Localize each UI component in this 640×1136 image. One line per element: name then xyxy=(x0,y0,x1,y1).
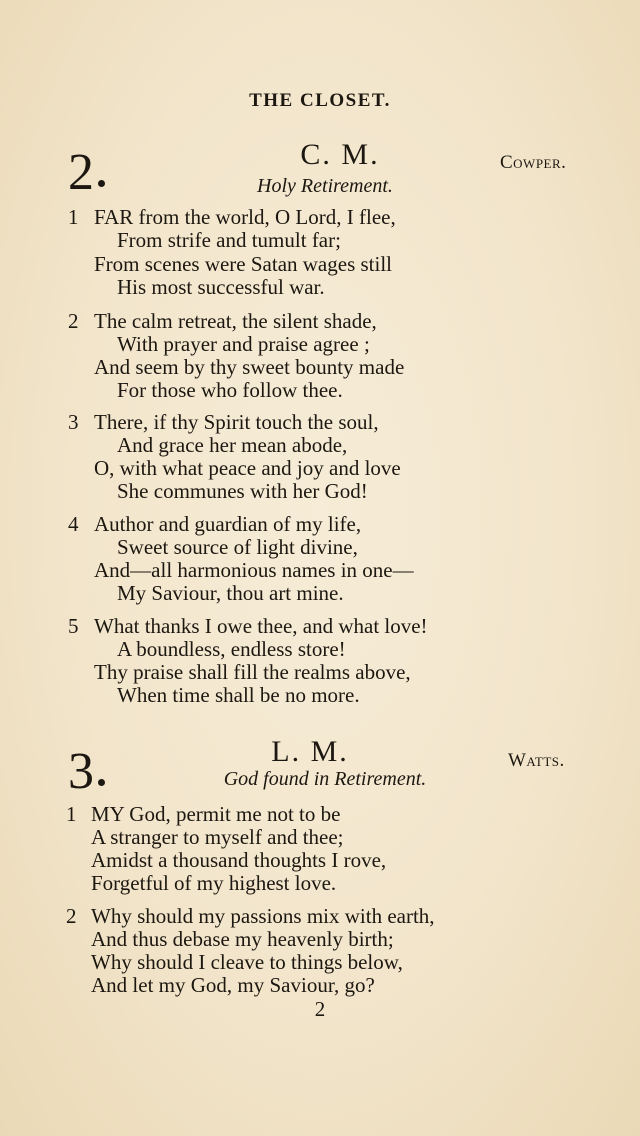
verse-line: From scenes were Satan wages still xyxy=(94,252,393,276)
verse-line: Forgetful of my highest love. xyxy=(91,871,337,895)
verse-number: 1 xyxy=(66,802,77,826)
verse-line: A stranger to myself and thee; xyxy=(91,825,344,849)
hymn-number: 2 xyxy=(68,147,105,199)
verse-line: The calm retreat, the silent shade, xyxy=(94,309,377,333)
page-number: 2 xyxy=(314,997,326,1021)
verse-line: His most successful war. xyxy=(117,275,325,299)
verse-line: O, with what peace and joy and love xyxy=(94,456,401,480)
verse-line: My Saviour, thou art mine. xyxy=(117,581,344,605)
verse-line: She communes with her God! xyxy=(117,479,368,503)
verse-line: And seem by thy sweet bounty made xyxy=(94,355,405,379)
verse-line: A boundless, endless store! xyxy=(117,637,346,661)
verse-line: And grace her mean abode, xyxy=(117,433,348,457)
verse-number: 3 xyxy=(68,410,79,434)
verse-number: 2 xyxy=(68,309,79,333)
verse-line: Amidst a thousand thoughts I rove, xyxy=(91,848,387,872)
verse-line: And—all harmonious names in one— xyxy=(94,558,414,582)
verse-number: 1 xyxy=(68,205,79,229)
running-head: THE CLOSET. xyxy=(249,90,391,111)
verse-number: 5 xyxy=(68,614,79,638)
verse-line: What thanks I owe thee, and what love! xyxy=(94,614,428,638)
verse-line: And let my God, my Saviour, go? xyxy=(91,973,375,997)
hymn-meter: L. M. xyxy=(271,735,349,768)
verse-line: From strife and tumult far; xyxy=(117,228,341,252)
verse-line: There, if thy Spirit touch the soul, xyxy=(94,410,379,434)
verse-line: For those who follow thee. xyxy=(117,378,343,402)
verse-number: 2 xyxy=(66,904,77,928)
hymn-meter: C. M. xyxy=(300,138,380,171)
verse-number: 4 xyxy=(68,512,79,536)
hymn-number: 3 xyxy=(68,746,105,798)
hymn-subtitle: Holy Retirement. xyxy=(257,175,393,197)
verse-line: Thy praise shall fill the realms above, xyxy=(94,660,411,684)
verse-line: And thus debase my heavenly birth; xyxy=(91,927,394,951)
verse-line: Author and guardian of my life, xyxy=(94,512,362,536)
verse-line: With prayer and praise agree ; xyxy=(117,332,370,356)
verse-line: Sweet source of light divine, xyxy=(117,535,358,559)
hymn-author: Watts. xyxy=(508,750,565,771)
verse-line: MY God, permit me not to be xyxy=(91,802,341,826)
verse-line: When time shall be no more. xyxy=(117,683,360,707)
verse-line: Why should I cleave to things below, xyxy=(91,950,403,974)
hymn-subtitle: God found in Retirement. xyxy=(223,768,427,790)
verse-line: FAR from the world, O Lord, I flee, xyxy=(94,205,396,229)
hymn-author: Cowper. xyxy=(500,152,567,173)
verse-line: Why should my passions mix with earth, xyxy=(91,904,435,928)
